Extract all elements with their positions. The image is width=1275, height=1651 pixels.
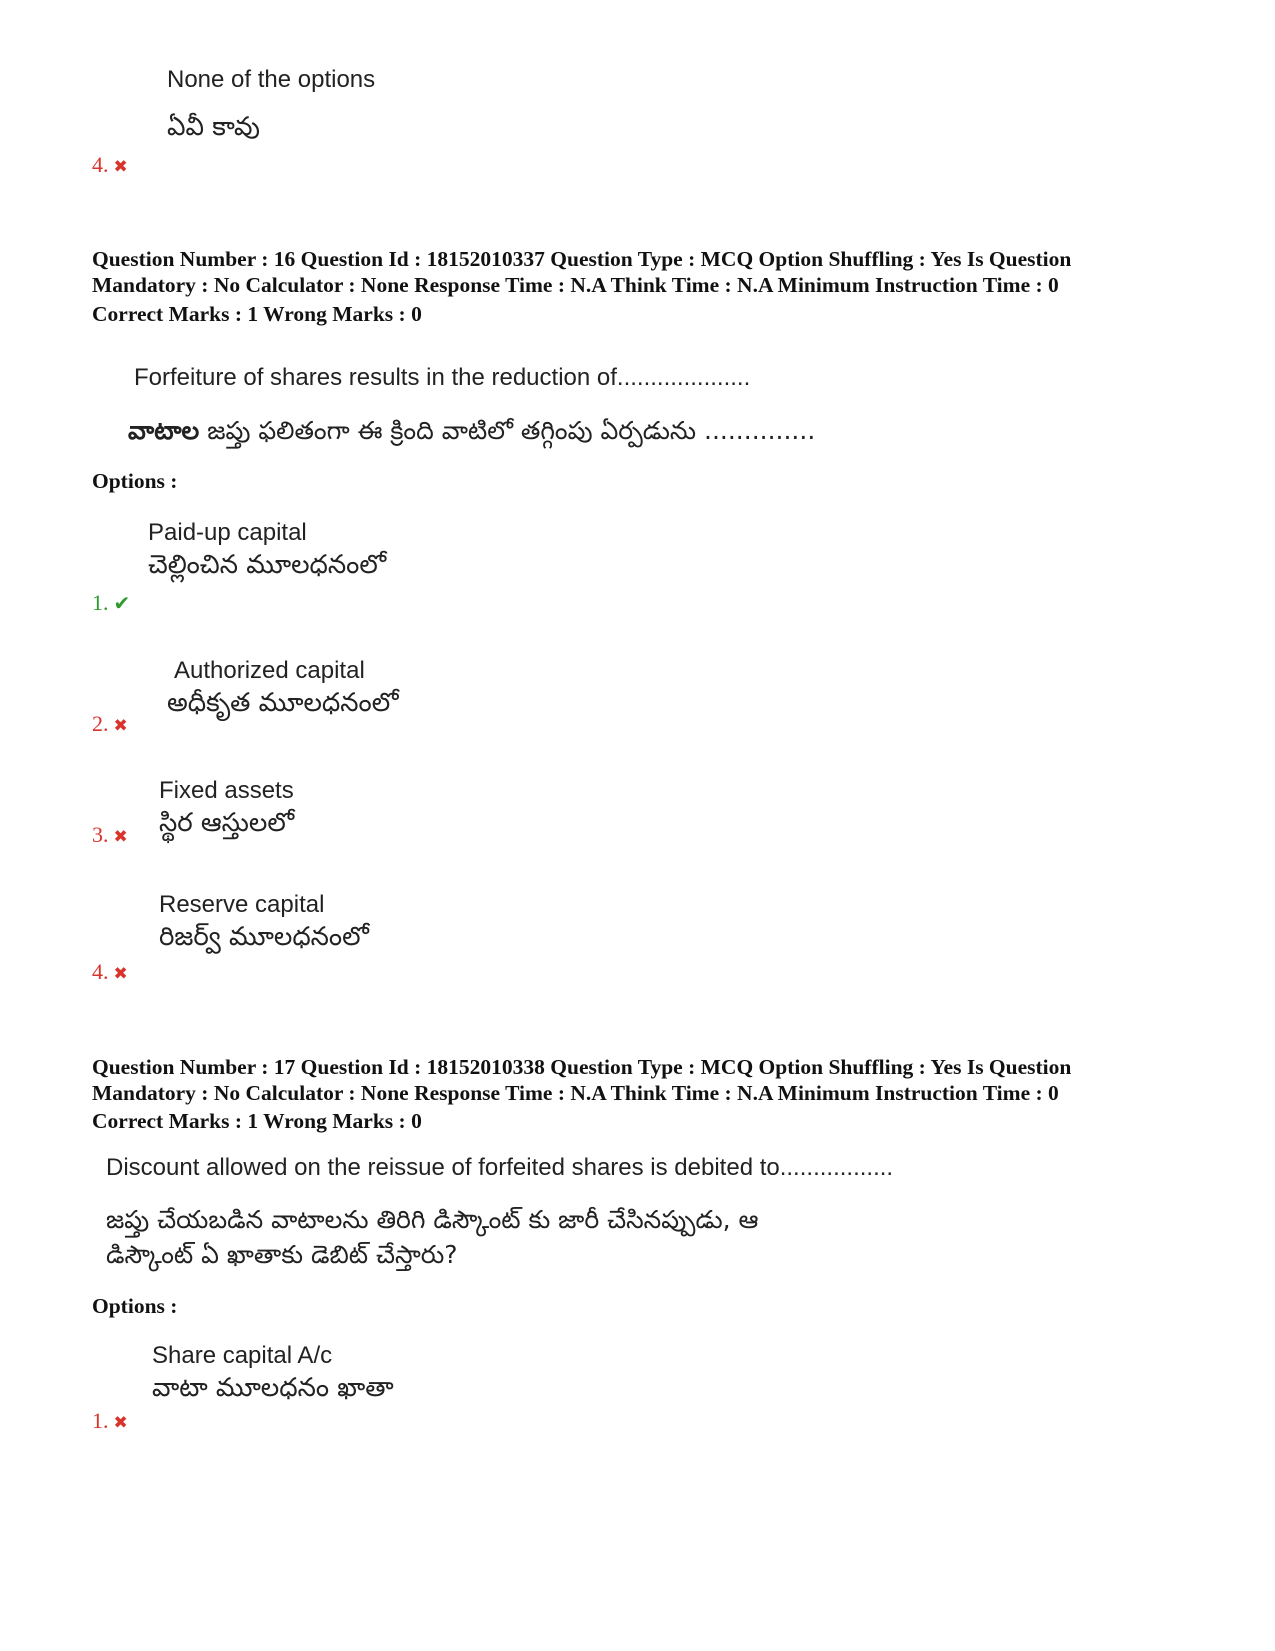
q16-option-3-english: Fixed assets bbox=[159, 777, 294, 804]
wrong-mark-icon: ✖ bbox=[113, 157, 128, 177]
q16-header bbox=[92, 246, 1192, 298]
q16-question-english: Forfeiture of shares results in the reduction of.................... bbox=[134, 364, 751, 391]
option-number: 4. bbox=[92, 152, 109, 177]
q16-option-3-number bbox=[92, 822, 128, 848]
option-number: 1. bbox=[92, 1408, 109, 1433]
q16-option-2-number bbox=[92, 711, 128, 737]
q16-option-1-number bbox=[92, 590, 130, 616]
wrong-mark-icon: ✖ bbox=[113, 1413, 128, 1433]
q16-option-1-english: Paid-up capital bbox=[148, 519, 307, 546]
option-number: 1. bbox=[92, 590, 109, 615]
q16-header-line2: Mandatory : No Calculator : None Response Time : N.A Think Time : N.A Minimum Instruction Time : 0 bbox=[92, 273, 1059, 297]
q17-option-1-english: Share capital A/c bbox=[152, 1342, 333, 1369]
q16-options-label: Options : bbox=[92, 469, 178, 493]
wrong-mark-icon: ✖ bbox=[113, 716, 128, 736]
q17-question-telugu-line1: జప్తు చేయబడిన వాటాలను తిరిగి డిస్కౌంట్ కు జారీ చేసినప్పుడు, ఆ bbox=[106, 1205, 759, 1234]
q17-option-1-telugu: వాటా మూలధనం ఖాతా bbox=[152, 1373, 394, 1403]
q17-question-telugu-line2: డిస్కౌంట్ ఏ ఖాతాకు డెబిట్ చేస్తారు? bbox=[106, 1240, 458, 1269]
q16-question-telugu-rest: జప్తు ఫలితంగా ఈ క్రింది వాటిలో తగ్గింపు ఏర్పడును .............. bbox=[199, 416, 816, 445]
q16-option-4-english: Reserve capital bbox=[159, 891, 325, 918]
q16-option-2-telugu: అధీకృత మూలధనంలో bbox=[167, 688, 399, 718]
q16-option-4-number bbox=[92, 959, 128, 985]
q16-option-4-telugu: రిజర్వ్ మూలధనంలో bbox=[159, 922, 369, 952]
prev-option-4-number bbox=[92, 152, 128, 178]
wrong-mark-icon: ✖ bbox=[113, 827, 128, 847]
option-number: 2. bbox=[92, 711, 109, 736]
q16-marks: Correct Marks : 1 Wrong Marks : 0 bbox=[92, 302, 422, 326]
q17-header bbox=[92, 1054, 1192, 1106]
q16-option-2-english: Authorized capital bbox=[174, 657, 365, 684]
q16-option-1-telugu: చెల్లించిన మూలధనంలో bbox=[148, 550, 387, 580]
prev-option-4-english: None of the options bbox=[167, 66, 376, 93]
q16-question-telugu-bold: వాటాల bbox=[128, 416, 200, 445]
q17-header-line1: Question Number : 17 Question Id : 18152010338 Question Type : MCQ Option Shuffling : Yes Is Question bbox=[92, 1055, 1072, 1079]
q17-header-line2: Mandatory : No Calculator : None Response Time : N.A Think Time : N.A Minimum Instruction Time : 0 bbox=[92, 1081, 1059, 1105]
q16-option-3-telugu: స్థిర ఆస్తులలో bbox=[159, 808, 295, 838]
q16-header-line1: Question Number : 16 Question Id : 18152010337 Question Type : MCQ Option Shuffling : Yes Is Question bbox=[92, 247, 1072, 271]
prev-option-4-telugu: ఏవీ కావు bbox=[167, 112, 260, 142]
q17-option-1-number bbox=[92, 1408, 128, 1434]
wrong-mark-icon: ✖ bbox=[113, 964, 128, 984]
check-mark-icon: ✔ bbox=[113, 591, 131, 615]
q17-question-english: Discount allowed on the reissue of forfeited shares is debited to................. bbox=[106, 1154, 894, 1181]
q17-options-label: Options : bbox=[92, 1294, 178, 1318]
q17-marks: Correct Marks : 1 Wrong Marks : 0 bbox=[92, 1109, 422, 1133]
option-number: 4. bbox=[92, 959, 109, 984]
q16-question-telugu bbox=[128, 416, 815, 452]
option-number: 3. bbox=[92, 822, 109, 847]
